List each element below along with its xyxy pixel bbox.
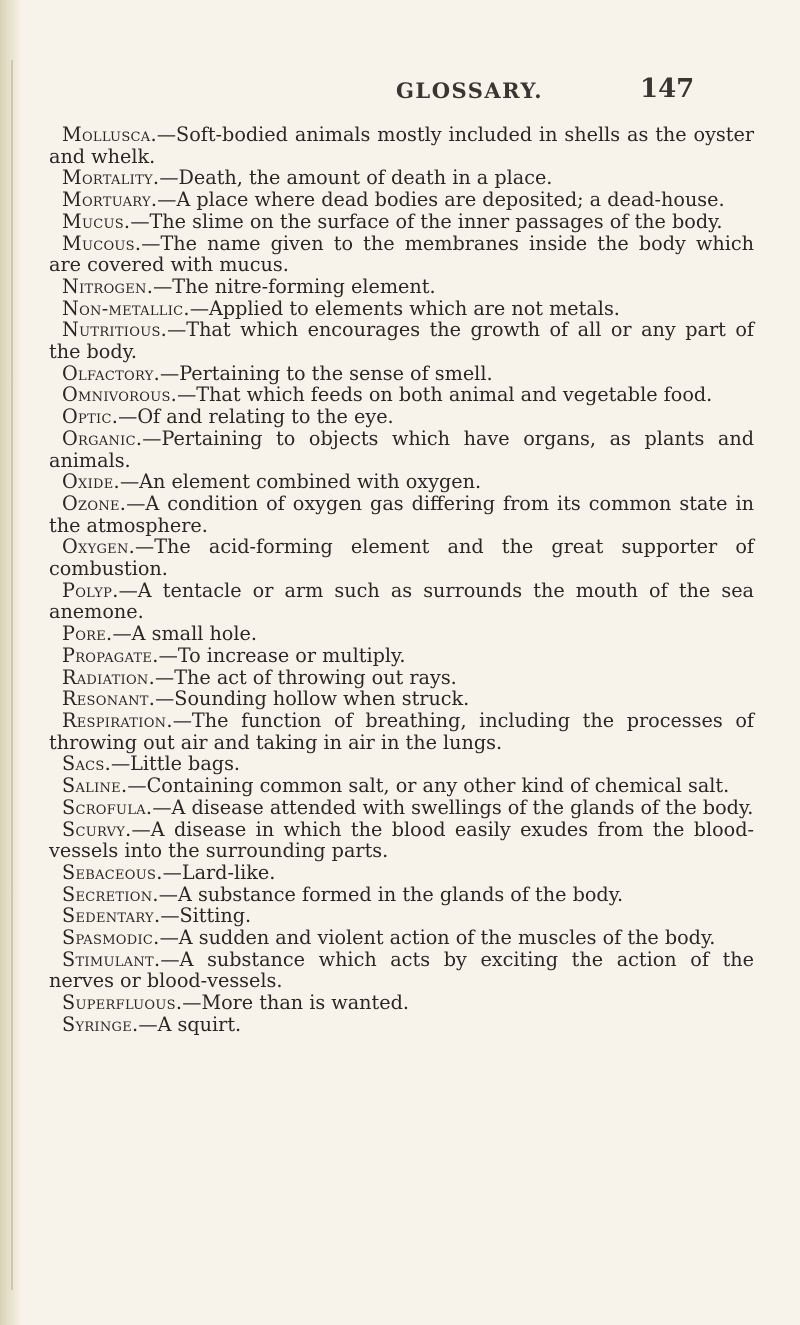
page-header [0, 74, 800, 108]
glossary-definition: —A substance which acts by exciting the action of the nerves or blood-vessels. [49, 947, 754, 993]
glossary-term: Non-metallic. [62, 296, 190, 320]
glossary-definition: —That which feeds on both animal and vegetable food. [177, 383, 713, 407]
glossary-entry-respiration [49, 710, 754, 753]
glossary-term: Mucous. [62, 231, 142, 255]
glossary-term: Saline. [62, 774, 128, 798]
glossary-term: Organic. [62, 426, 143, 450]
glossary-definition: —A disease attended with swellings of the glands of the body. [152, 795, 754, 819]
glossary-entry-ozone [49, 493, 754, 536]
page-number: 147 [640, 74, 695, 104]
glossary-term: Nutritious. [62, 318, 168, 342]
glossary-definition: —Soft-bodied animals mostly included in shells as the oyster and whelk. [49, 123, 754, 168]
glossary-term: Secretion. [62, 882, 159, 906]
glossary-definition: —A substance formed in the glands of the body. [158, 882, 624, 906]
glossary-entry-saline [49, 775, 754, 797]
glossary-term: Optic. [62, 405, 119, 429]
glossary-definition: —The act of throwing out rays. [155, 665, 457, 689]
glossary-term: Spasmodic. [62, 926, 160, 950]
glossary-definition: —The name given to the membranes inside the body which are covered with mucus. [49, 231, 754, 277]
glossary-entry-superfluous [49, 992, 754, 1014]
glossary-entry-mucus [49, 211, 754, 233]
glossary-entry-olfactory [49, 363, 754, 385]
binding-line [11, 60, 13, 1290]
glossary-entry-nutritious [49, 319, 754, 362]
glossary-definition: —More than is wanted. [182, 991, 409, 1015]
glossary-entry-optic [49, 406, 754, 428]
glossary-definition: —Sitting. [160, 904, 252, 928]
glossary-term: Oxygen. [62, 535, 136, 559]
glossary-definition: —The slime on the surface of the inner passages of the body. [130, 209, 723, 233]
glossary-definition: —That which encourages the growth of all or any part of the body. [49, 318, 754, 364]
glossary-term: Sedentary. [62, 904, 161, 928]
glossary-entry-oxide [49, 471, 754, 493]
glossary-entry-mollusca [49, 124, 754, 167]
glossary-term: Sebaceous. [62, 860, 163, 884]
glossary-term: Scrofula. [62, 795, 153, 819]
glossary-definition: —Little bags. [110, 752, 241, 776]
glossary-term: Stimulant. [62, 947, 161, 971]
glossary-definition: —Sounding hollow when struck. [155, 687, 470, 711]
glossary-definition: —A squirt. [138, 1012, 242, 1036]
glossary-term: Syringe. [62, 1012, 139, 1036]
glossary-term: Pore. [62, 622, 113, 646]
glossary-term: Radiation. [62, 665, 156, 689]
glossary-entry-mortality [49, 167, 754, 189]
glossary-term: Mortuary. [62, 188, 158, 212]
glossary-term: Ozone. [62, 491, 127, 515]
glossary-definition: —Pertaining to the sense of smell. [160, 361, 493, 385]
glossary-term: Mollusca. [62, 123, 157, 146]
glossary-term: Mortality. [62, 166, 160, 190]
glossary-entry-nitrogen [49, 276, 754, 298]
glossary-term: Nitrogen. [62, 274, 154, 298]
glossary-entry-sebaceous [49, 862, 754, 884]
running-head: GLOSSARY. [396, 78, 544, 103]
glossary-entry-scrofula [49, 797, 754, 819]
glossary-definition: —Pertaining to objects which have organs, as plants and animals. [49, 426, 754, 472]
glossary-term: Mucus. [62, 209, 131, 233]
glossary-term: Superfluous. [62, 991, 183, 1015]
glossary-term: Resonant. [62, 687, 156, 711]
glossary-definition: —A sudden and violent action of the muscles of the body. [159, 926, 716, 950]
glossary-definition: —Applied to elements which are not metals. [189, 296, 620, 320]
glossary-entry-secretion [49, 884, 754, 906]
glossary-entry-organic [49, 428, 754, 471]
glossary-definition: —The function of breathing, including the processes of throwing out air and taking in air in the lungs. [49, 708, 754, 754]
glossary-entry-mucous [49, 233, 754, 276]
glossary-definition: —Lard-like. [162, 860, 276, 884]
glossary-term: Olfactory. [62, 361, 160, 385]
glossary-entry-sacs [49, 753, 754, 775]
glossary-entry-resonant [49, 688, 754, 710]
glossary-entry-sedentary [49, 905, 754, 927]
glossary-definition: —A small hole. [112, 622, 257, 646]
glossary-entry-non-metallic [49, 298, 754, 320]
glossary-entry-scurvy [49, 819, 754, 862]
glossary-term: Omnivorous. [62, 383, 178, 407]
glossary-entry-radiation [49, 667, 754, 689]
glossary-entry-spasmodic [49, 927, 754, 949]
glossary-term: Respiration. [62, 708, 173, 732]
glossary-term: Scurvy. [62, 817, 132, 841]
glossary-entry-pore [49, 623, 754, 645]
glossary-definition: —The nitre-forming element. [153, 274, 436, 298]
glossary-definition: —Death, the amount of death in a place. [159, 166, 553, 190]
glossary-term: Polyp. [62, 578, 119, 602]
glossary-definition: —Of and relating to the eye. [118, 405, 394, 429]
glossary-definition: —A tentacle or arm such as surrounds the mouth of the sea anemone. [49, 578, 754, 624]
glossary-definition: —A place where dead bodies are deposited; a dead-house. [157, 188, 725, 212]
glossary-entry-oxygen [49, 536, 754, 579]
glossary-entry-omnivorous [49, 384, 754, 406]
glossary-entry-polyp [49, 580, 754, 623]
glossary-definition: —Containing common salt, or any other kind of chemical salt. [127, 774, 730, 798]
glossary-term: Propagate. [62, 643, 159, 667]
glossary-term: Sacs. [62, 752, 111, 776]
glossary-list [49, 124, 754, 1036]
glossary-entry-stimulant [49, 949, 754, 992]
glossary-entry-propagate [49, 645, 754, 667]
glossary-entry-mortuary [49, 189, 754, 211]
glossary-definition: —A disease in which the blood easily exudes from the blood-vessels into the surrounding parts. [49, 817, 754, 863]
glossary-term: Oxide. [62, 470, 120, 494]
glossary-entry-syringe [49, 1014, 754, 1036]
glossary-definition: —An element combined with oxygen. [119, 470, 482, 494]
glossary-definition: —The acid-forming element and the great supporter of combustion. [49, 535, 754, 581]
glossary-definition: —A condition of oxygen gas differing from its common state in the atmosphere. [49, 491, 754, 537]
glossary-definition: —To increase or multiply. [158, 643, 406, 667]
